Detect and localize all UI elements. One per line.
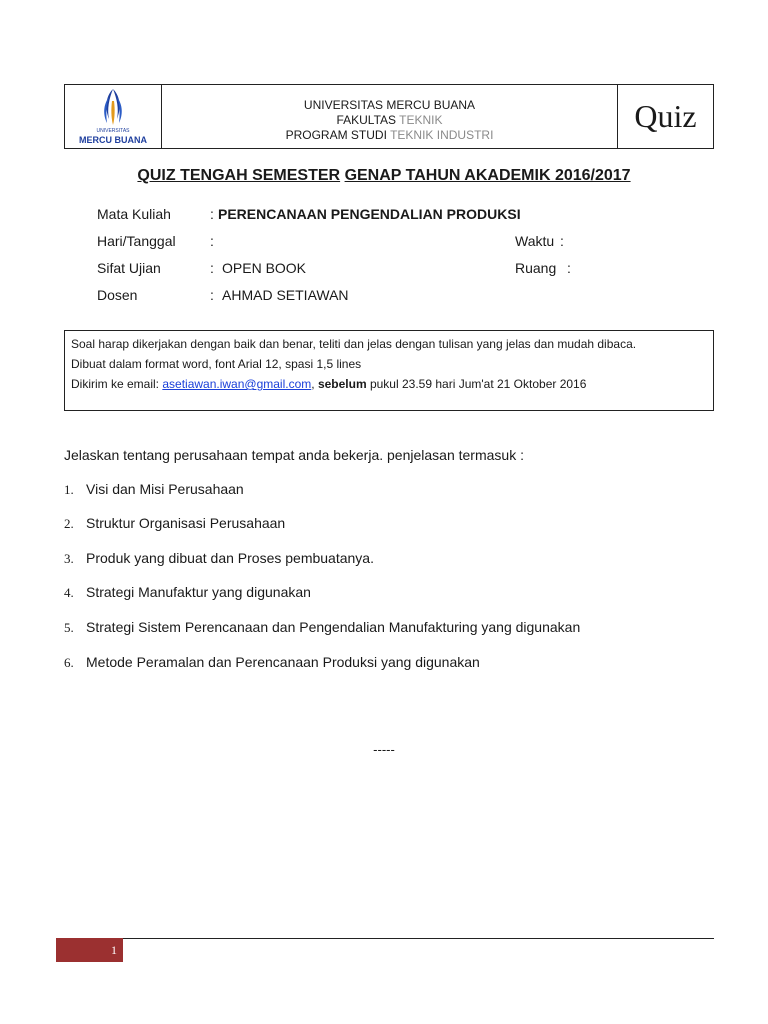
university-logo: [65, 85, 162, 148]
hari-tanggal-label: Hari/Tanggal: [97, 233, 176, 249]
instruction-line-3: Dikirim ke email: asetiawan.iwan@gmail.com, sebelum pukul 23.59 hari Jum'at 21 Oktober 2016: [71, 377, 587, 391]
footer-rule: [122, 938, 714, 939]
instructions-box: [64, 330, 714, 411]
question-item: 5. Strategi Sistem Perencanaan dan Pengendalian Manufakturing yang digunakan: [64, 619, 581, 635]
header-institution: [162, 85, 618, 148]
header-box: [64, 84, 714, 149]
sifat-ujian-label: Sifat Ujian: [97, 260, 161, 276]
logo-small-text: UNIVERSITAS: [96, 128, 130, 134]
logo-flame-icon: [85, 87, 141, 127]
hari-tanggal-colon: :: [210, 233, 214, 249]
ruang-label: Ruang: [515, 260, 557, 276]
dosen-label: Dosen: [97, 287, 138, 303]
dosen-value: AHMAD SETIAWAN: [222, 287, 349, 303]
instruction-line-2: Dibuat dalam format word, font Arial 12, spasi 1,5 lines: [71, 357, 362, 371]
end-separator: -----: [373, 742, 395, 757]
dosen-colon: :: [210, 287, 214, 303]
waktu-colon: :: [560, 233, 564, 249]
waktu-label: Waktu: [515, 233, 555, 249]
logo-name: MERCU BUANA: [79, 135, 147, 145]
question-intro: Jelaskan tentang perusahaan tempat anda bekerja. penjelasan termasuk :: [64, 447, 524, 463]
sifat-ujian-colon: :: [210, 260, 214, 276]
email-link[interactable]: asetiawan.iwan@gmail.com: [162, 377, 312, 391]
question-item: 1. Visi dan Misi Perusahaan: [64, 481, 244, 497]
question-item: 6. Metode Peramalan dan Perencanaan Produksi yang digunakan: [64, 654, 480, 670]
program-line: PROGRAM STUDI TEKNIK INDUSTRI: [285, 128, 494, 142]
instruction-line-1: Soal harap dikerjakan dengan baik dan benar, teliti dan jelas dengan tulisan yang jelas dan mudah dibaca.: [71, 337, 637, 351]
ruang-colon: :: [567, 260, 571, 276]
question-item: 3. Produk yang dibuat dan Proses pembuatanya.: [64, 550, 374, 566]
question-item: 4. Strategi Manufaktur yang digunakan: [64, 584, 311, 600]
page-title: QUIZ TENGAH SEMESTER GENAP TAHUN AKADEMIK 2016/2017: [137, 167, 631, 184]
mata-kuliah-value: PERENCANAAN PENGENDALIAN PRODUKSI: [218, 206, 521, 222]
question-item: 2. Struktur Organisasi Perusahaan: [64, 515, 286, 531]
mata-kuliah-label: Mata Kuliah: [97, 206, 171, 222]
page-number: 1: [56, 938, 123, 962]
quiz-badge: Quiz: [634, 98, 697, 134]
mata-kuliah-colon: :: [210, 206, 214, 222]
sifat-ujian-value: OPEN BOOK: [222, 260, 307, 276]
university-name: UNIVERSITAS MERCU BUANA: [303, 98, 476, 112]
faculty-line: FAKULTAS TEKNIK: [336, 113, 443, 127]
